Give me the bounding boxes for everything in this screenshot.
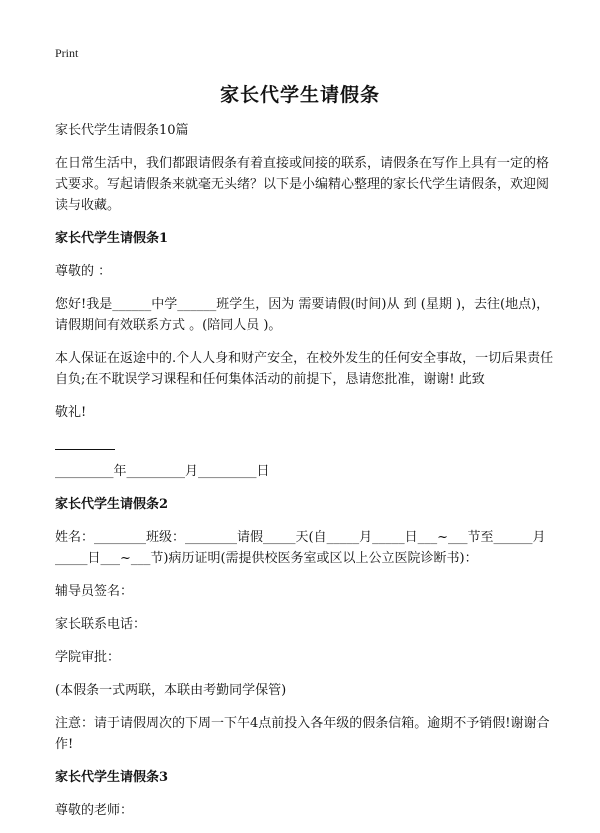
school-approval: 学院审批： [55, 650, 121, 665]
salutation-3: 尊敬的老师： [55, 803, 134, 818]
closing-1: 敬礼! [55, 405, 87, 420]
subtitle: 家长代学生请假条10篇 [55, 123, 189, 138]
signature-line [55, 435, 555, 457]
parent-phone: 家长联系电话： [55, 617, 147, 632]
intro-paragraph: 在日常生活中，我们都跟请假条有着直接或间接的联系，请假条在写作上具有一定的格式要求。写起请假条来就毫无头绪？以下是小编精心整理的家长代学生请假条，欢迎阅读与收藏。 [55, 156, 550, 213]
section-heading-1: 家长代学生请假条1 [55, 231, 169, 246]
leave-form-line: 姓名：________班级：________请假_____天(自_____月_____日___~___节至______月_____日___~___节)病历证明(需提供校医务室或区以上公立医院诊断书)： [55, 530, 546, 566]
counselor-signature: 辅导员签名： [55, 584, 134, 599]
print-link[interactable]: Print [55, 46, 79, 60]
notice-paragraph: 注意：请于请假周次的下周一下午4点前投入各年级的假条信箱。逾期不予销假!谢谢合作! [55, 716, 550, 752]
document-body [55, 120, 555, 833]
date-line-1: _________年_________月_________日 [55, 464, 270, 479]
section-heading-3: 家长代学生请假条3 [55, 770, 169, 785]
section-1-body-2: 本人保证在返途中的.个人人身和财产安全，在校外发生的任何安全事故，一切后果责任自负;在不耽误学习课程和任何集体活动的前提下，恳请您批准，谢谢! 此致 [55, 351, 554, 387]
copies-note: (本假条一式两联，本联由考勤同学保管) [55, 683, 287, 698]
page-title: 家长代学生请假条 [219, 84, 380, 106]
section-heading-2: 家长代学生请假条2 [55, 497, 169, 512]
section-1-body-1: 您好!我是______中学______班学生，因为 需要请假(时间)从 到 (星期 )，去往(地点)，请假期间有效联系方式 。(陪同人员 )。 [55, 297, 550, 333]
salutation-1: 尊敬的 ： [55, 264, 112, 279]
